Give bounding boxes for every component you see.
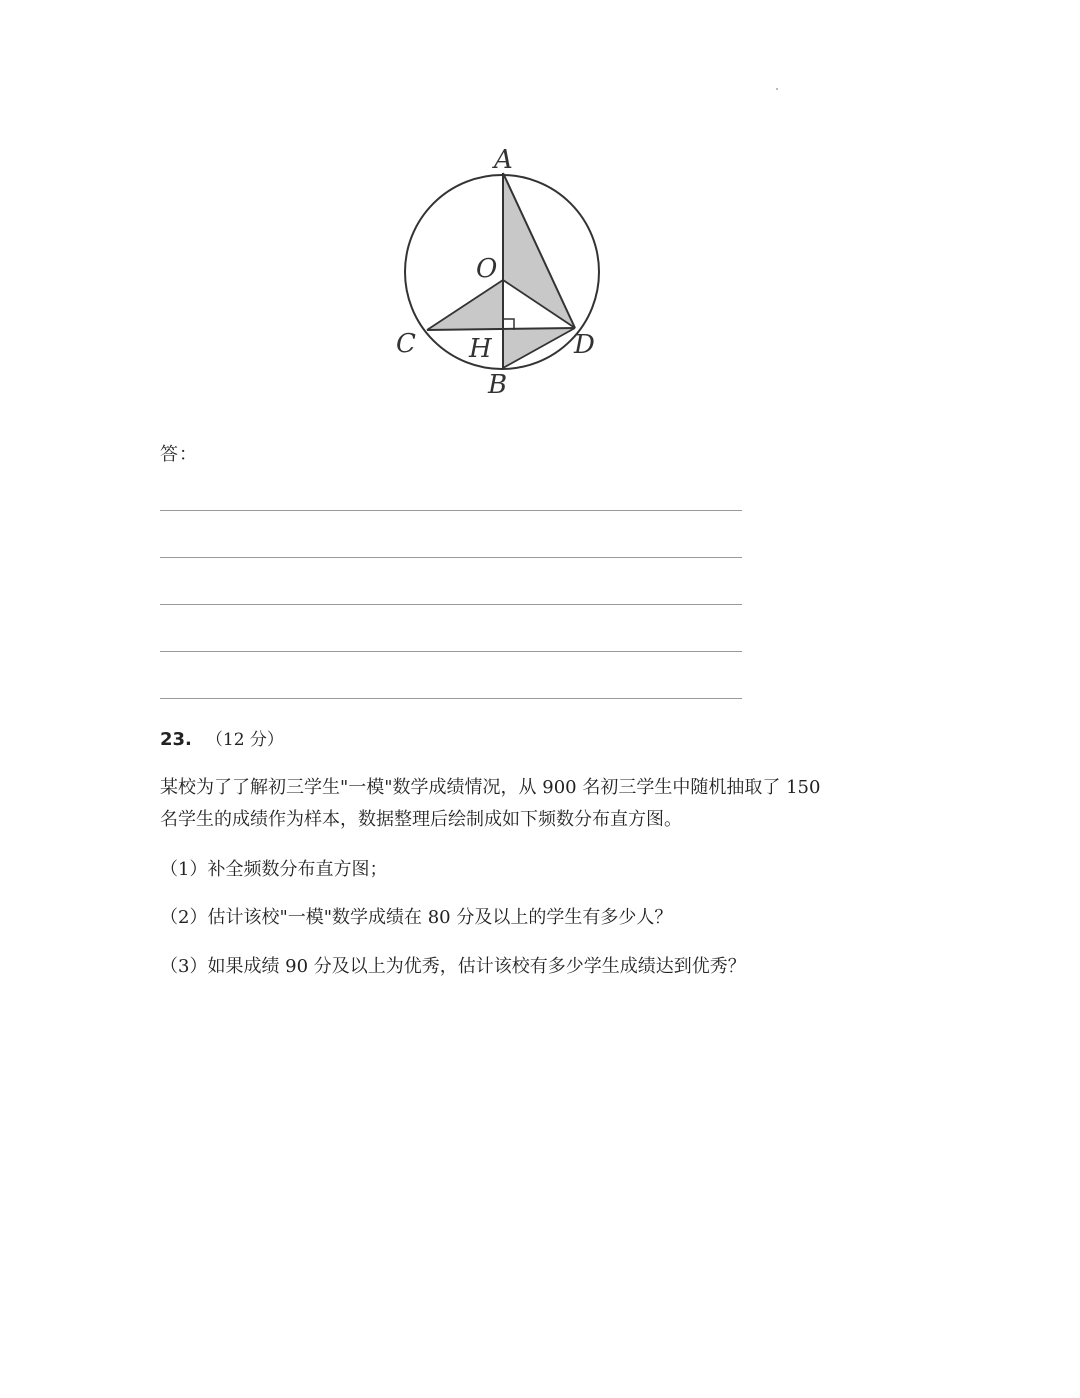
answer-line[interactable] — [160, 604, 742, 605]
answer-line[interactable] — [160, 651, 742, 652]
question-header — [160, 725, 284, 750]
label-o: O — [476, 254, 498, 284]
question-text-line-1: 某校为了了解初三学生"一模"数学成绩情况，从 900 名初三学生中随机抽取了 150 — [160, 777, 821, 798]
geometry-figure — [390, 140, 620, 405]
label-b: B — [488, 370, 508, 400]
question-number: 23. — [160, 729, 192, 750]
label-h: H — [469, 334, 492, 364]
answer-line[interactable] — [160, 510, 742, 511]
answer-line[interactable] — [160, 698, 742, 699]
sub-question-2: （2）估计该校"一模"数学成绩在 80 分及以上的学生有多少人？ — [160, 907, 673, 928]
sub-question-3: （3）如果成绩 90 分及以上为优秀，估计该校有多少学生成绩达到优秀？ — [160, 956, 746, 977]
answer-lines — [160, 510, 742, 745]
label-c: C — [396, 329, 416, 359]
question-text — [160, 772, 940, 836]
answer-label: 答： — [160, 444, 198, 465]
scan-dot — [776, 88, 778, 90]
question-score: （12 分） — [205, 730, 284, 750]
label-d: D — [574, 330, 595, 360]
label-a: A — [494, 145, 513, 175]
circle-diagram — [390, 140, 620, 405]
answer-line[interactable] — [160, 557, 742, 558]
sub-question-1: （1）补全频数分布直方图； — [160, 859, 388, 880]
question-text-line-2: 名学生的成绩作为样本，数据整理后绘制成如下频数分布直方图。 — [160, 809, 682, 830]
